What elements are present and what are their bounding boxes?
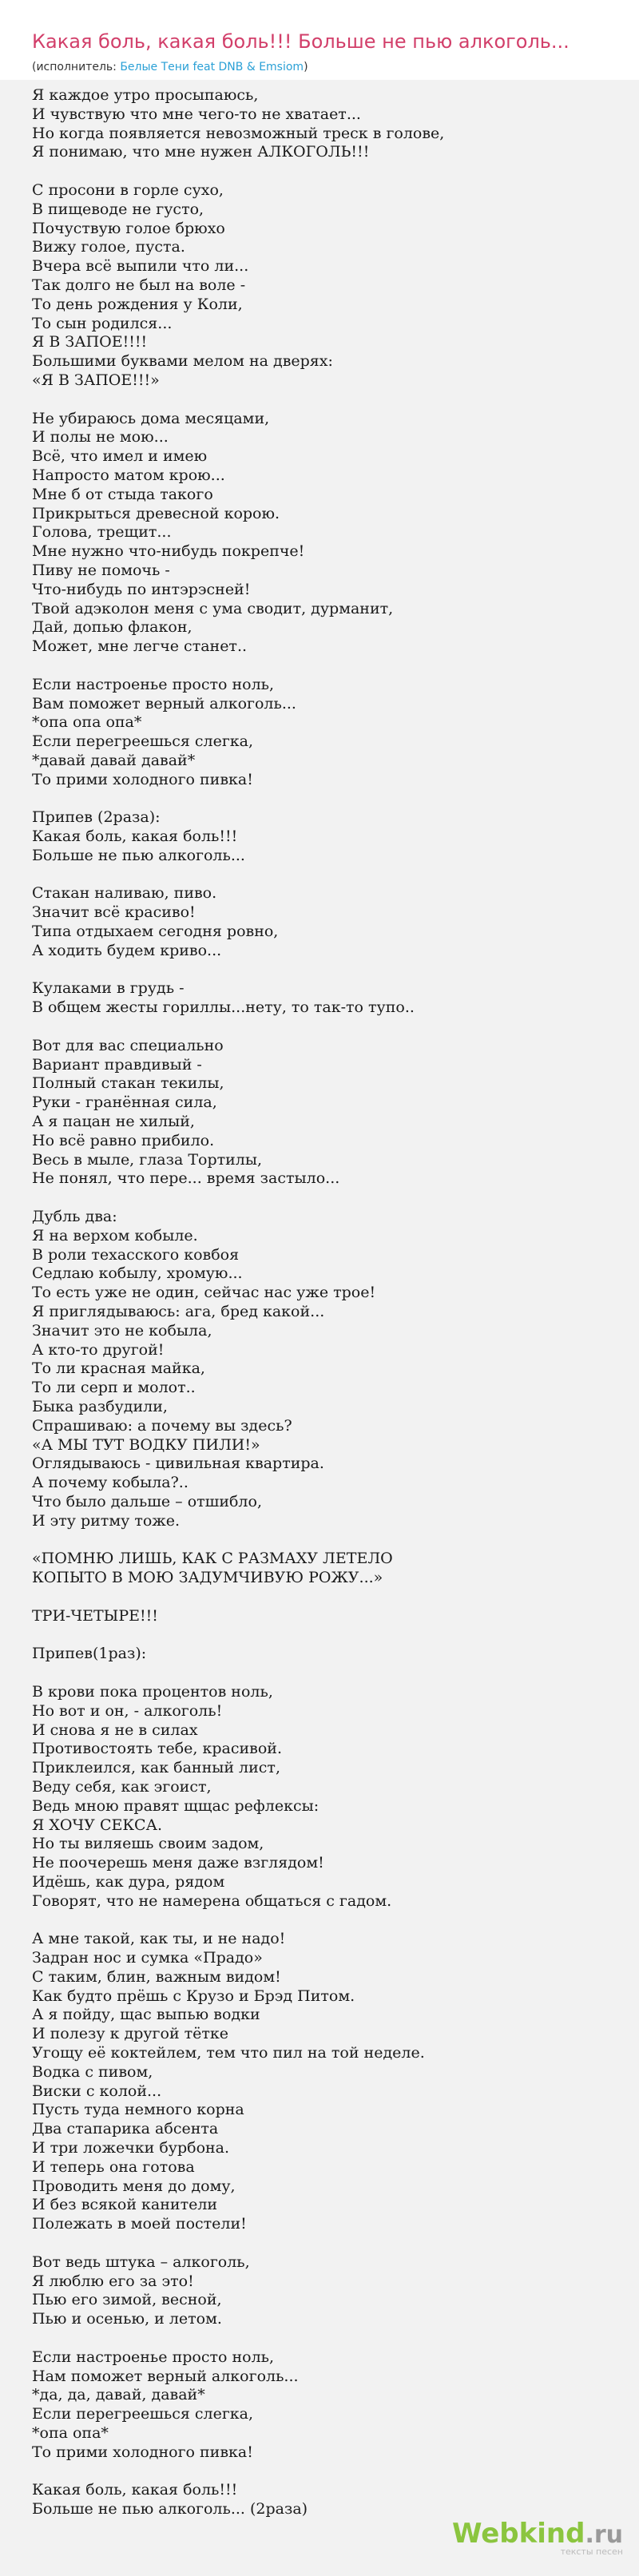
- lyric-line: Веду себя, как эгоист,: [32, 1777, 212, 1796]
- lyric-line: А ходить будем криво...: [32, 941, 222, 959]
- lyric-line: Большими буквами мелом на дверях:: [32, 352, 333, 371]
- lyric-line: В общем жесты гориллы...нету, то так-то тупо..: [32, 998, 415, 1017]
- lyric-line: Полежать в моей постели!: [32, 2215, 247, 2233]
- lyric-line: Я люблю его за это!: [32, 2272, 194, 2290]
- lyric-line: «ПОМНЮ ЛИШЬ, КАК С РАЗМАХУ ЛЕТЕЛО: [32, 1550, 393, 1568]
- lyric-line: То есть уже не один, сейчас нас уже трое!: [32, 1284, 376, 1302]
- lyric-line: Типа отдыхаем сегодня ровно,: [32, 923, 279, 941]
- lyric-line: *да, да, давай, давай*: [32, 2386, 205, 2404]
- lyric-line: Мне б от стыда такого: [32, 485, 213, 503]
- lyric-line: И без всякой канители: [32, 2196, 218, 2214]
- stanza-break: [32, 391, 607, 410]
- lyric-line: Нам поможет верный алкоголь...: [32, 2367, 299, 2385]
- lyric-line: Мне нужно что-нибудь покрепче!: [32, 542, 305, 561]
- lyric-line: А мне такой, как ты, и не надо!: [32, 1930, 286, 1948]
- lyric-line: «А МЫ ТУТ ВОДКУ ПИЛИ!»: [32, 1435, 260, 1454]
- lyric-line: Дубль два:: [32, 1208, 117, 1226]
- lyric-line: Вижу голое, пуста.: [32, 238, 185, 256]
- lyric-line: Какая боль, какая боль!!!: [32, 828, 238, 846]
- stanza-break: [32, 162, 607, 181]
- lyric-line: Противостоять тебе, красивой.: [32, 1740, 282, 1758]
- lyric-line: Но когда появляется невозможный треск в голове,: [32, 124, 445, 142]
- lyric-line: Всё, что имел и имею: [32, 447, 208, 466]
- lyric-line: ТРИ-ЧЕТЫРЕ!!!: [32, 1606, 158, 1625]
- stanza-break: [32, 1189, 607, 1208]
- lyric-line: То ли красная майка,: [32, 1359, 205, 1378]
- lyric-line: Но вот и он, - алкоголь!: [32, 1701, 223, 1720]
- lyric-line: В пищеводе не густо,: [32, 200, 204, 218]
- song-title: Какая боль, какая боль!!! Больше не пью алкоголь...: [32, 30, 570, 53]
- lyric-line: С таким, блин, важным видом!: [32, 1967, 281, 1986]
- lyric-line: Водка с пивом,: [32, 2062, 153, 2081]
- stanza-break: [32, 789, 607, 808]
- lyric-line: Значит это не кобыла,: [32, 1321, 212, 1340]
- lyric-line: Прикрыться древесной корою.: [32, 504, 280, 522]
- lyric-line: То прими холодного пивка!: [32, 770, 253, 788]
- lyric-line: Задран нос и сумка «Прадо»: [32, 1949, 263, 1967]
- lyric-line: Оглядываюсь - цивильная квартира.: [32, 1455, 324, 1473]
- lyric-line: Я понимаю, что мне нужен АЛКОГОЛЬ!!!: [32, 143, 370, 161]
- lyric-line: Не понял, что пере... время застыло...: [32, 1169, 340, 1188]
- lyric-line: То прими холодного пивка!: [32, 2443, 253, 2461]
- lyric-line: Вот ведь штука – алкоголь,: [32, 2253, 250, 2271]
- lyric-line: Я на верхом кобыле.: [32, 1226, 198, 1244]
- site-logo[interactable]: [452, 2518, 623, 2557]
- lyric-line: Пусть туда немного корна: [32, 2101, 244, 2119]
- lyric-line: Но ты виляешь своим задом,: [32, 1835, 264, 1853]
- lyric-line: Угощу её коктейлем, тем что пил на той неделе.: [32, 2044, 425, 2062]
- lyric-line: Что-нибудь по интэрэсней!: [32, 580, 251, 598]
- lyric-line: Весь в мыле, глаза Тортилы,: [32, 1150, 263, 1169]
- artist-prefix: (исполнитель:: [32, 61, 121, 73]
- lyric-line: Идёшь, как дура, рядом: [32, 1872, 225, 1891]
- lyric-line: Виски с колой...: [32, 2082, 162, 2100]
- lyric-line: В крови пока процентов ноль,: [32, 1682, 273, 1701]
- lyric-line: Если перегреешься слегка,: [32, 732, 254, 751]
- lyric-line: Вариант правдивый -: [32, 1055, 202, 1074]
- lyric-line: Так долго не был на воле -: [32, 276, 246, 294]
- lyric-line: Руки - гранённая сила,: [32, 1094, 217, 1112]
- lyric-line: Ведь мною правят щщас рефлексы:: [32, 1796, 320, 1815]
- lyric-line: Я ХОЧУ СЕКСА.: [32, 1816, 163, 1834]
- lyric-line: Два стапарика абсента: [32, 2120, 219, 2138]
- lyric-line: В роли техасского ковбоя: [32, 1245, 240, 1264]
- lyric-line: Как будто прёшь с Крузо и Брэд Питом.: [32, 1987, 355, 2005]
- lyric-line: Кулаками в грудь -: [32, 979, 185, 998]
- stanza-break: [32, 1664, 607, 1683]
- lyric-line: А почему кобыла?..: [32, 1474, 189, 1492]
- lyric-line: Если перегреешься слегка,: [32, 2405, 254, 2423]
- lyric-line: Больше не пью алкоголь...: [32, 846, 245, 864]
- lyric-line: Припев (2раза):: [32, 808, 161, 827]
- lyric-line: Пью и осенью, и летом.: [32, 2310, 222, 2328]
- lyric-line: Я каждое утро просыпаюсь,: [32, 86, 259, 104]
- lyric-line: Не убираюсь дома месяцами,: [32, 409, 270, 427]
- lyric-line: С просони в горле сухо,: [32, 181, 224, 199]
- stanza-break: [32, 1531, 607, 1550]
- lyrics-text: [32, 86, 607, 2519]
- lyric-line: Вчера всё выпили что ли...: [32, 257, 249, 276]
- lyric-line: Стакан наливаю, пиво.: [32, 884, 217, 903]
- lyric-line: Пиву не помочь -: [32, 561, 170, 579]
- lyric-line: И три ложечки бурбона.: [32, 2139, 230, 2157]
- lyric-line: То сын родился...: [32, 314, 173, 332]
- lyric-line: И теперь она готова: [32, 2157, 195, 2176]
- lyric-line: Приклеился, как банный лист,: [32, 1759, 280, 1777]
- lyric-line: *давай давай давай*: [32, 751, 196, 769]
- lyric-line: И эту ритму тоже.: [32, 1511, 181, 1530]
- stanza-break: [32, 2463, 607, 2482]
- lyric-line: Проводить меня до дому,: [32, 2177, 236, 2195]
- lyric-line: Пью его зимой, весной,: [32, 2291, 222, 2309]
- lyric-line: Дай, допью флакон,: [32, 618, 192, 637]
- lyric-line: Но всё равно прибило.: [32, 1131, 215, 1149]
- lyric-line: Какая боль, какая боль!!!: [32, 2481, 238, 2499]
- lyric-line: И полы не мою...: [32, 428, 169, 447]
- logo-tld: .ru: [585, 2521, 623, 2549]
- lyric-line: КОПЫТО В МОЮ ЗАДУМЧИВУЮ РОЖУ...»: [32, 1569, 383, 1587]
- lyric-line: *опа опа*: [32, 2424, 109, 2443]
- logo-brand: Webkind: [451, 2518, 585, 2550]
- stanza-break: [32, 1018, 607, 1037]
- lyric-line: То день рождения у Коли,: [32, 295, 243, 313]
- lyric-line: А кто-то другой!: [32, 1340, 165, 1359]
- lyric-line: И снова я не в силах: [32, 1721, 198, 1739]
- logo-tagline: тексты песен: [560, 2546, 623, 2557]
- lyric-line: Спрашиваю: а почему вы здесь?: [32, 1416, 292, 1435]
- lyric-line: Может, мне легче станет..: [32, 637, 248, 656]
- lyric-line: Я приглядываюсь: ага, бред какой...: [32, 1303, 325, 1320]
- lyric-line: Напросто матом крою...: [32, 466, 225, 484]
- lyric-line: Если настроенье просто ноль,: [32, 675, 275, 693]
- lyric-line: И полезу к другой тётке: [32, 2025, 229, 2043]
- lyric-line: А я пацан не хилый,: [32, 1113, 195, 1131]
- lyric-line: Вот для вас специально: [32, 1036, 224, 1054]
- lyric-line: И чувствую что мне чего-то не хватает...: [32, 105, 361, 123]
- stanza-break: [32, 657, 607, 676]
- lyric-line: То ли серп и молот..: [32, 1379, 196, 1397]
- lyric-line: Голова, трещит...: [32, 523, 172, 542]
- lyric-line: «Я В ЗАПОЕ!!!»: [32, 371, 160, 389]
- lyric-line: *опа опа опа*: [32, 713, 142, 732]
- lyric-line: Почуствую голое брюхо: [32, 219, 225, 237]
- stanza-break: [32, 1588, 607, 1607]
- lyric-line: Я В ЗАПОЕ!!!!: [32, 333, 148, 351]
- artist-line: [32, 61, 308, 73]
- lyric-line: Припев(1раз):: [32, 1645, 147, 1663]
- stanza-break: [32, 961, 607, 980]
- lyric-line: Твой адэколон меня с ума сводит, дурманит,: [32, 599, 394, 617]
- lyric-line: Полный стакан текилы,: [32, 1074, 224, 1093]
- lyric-line: Вам поможет верный алкоголь...: [32, 694, 296, 712]
- stanza-break: [32, 1911, 607, 1931]
- lyric-line: Если настроенье просто ноль,: [32, 2348, 275, 2366]
- lyric-line: Что было дальше – отшибло,: [32, 1492, 262, 1510]
- lyric-line: Не поочерешь меня даже взглядом!: [32, 1854, 324, 1872]
- stanza-break: [32, 2234, 607, 2253]
- lyric-line: Больше не пью алкоголь... (2раза): [32, 2500, 308, 2518]
- stanza-break: [32, 1626, 607, 1645]
- stanza-break: [32, 2329, 607, 2348]
- artist-link[interactable]: Белые Тени feat DNB & Emsiom: [120, 61, 304, 73]
- song-header: [0, 0, 639, 80]
- stanza-break: [32, 866, 607, 885]
- lyric-line: Быка разбудили,: [32, 1397, 168, 1415]
- lyric-line: Говорят, что не намерена общаться с гадом.: [32, 1891, 392, 1910]
- lyric-line: Значит всё красиво!: [32, 903, 196, 922]
- lyric-line: Седлаю кобылу, хромую...: [32, 1264, 243, 1283]
- artist-suffix: ): [304, 61, 308, 73]
- lyric-line: А я пойду, щас выпью водки: [32, 2006, 260, 2024]
